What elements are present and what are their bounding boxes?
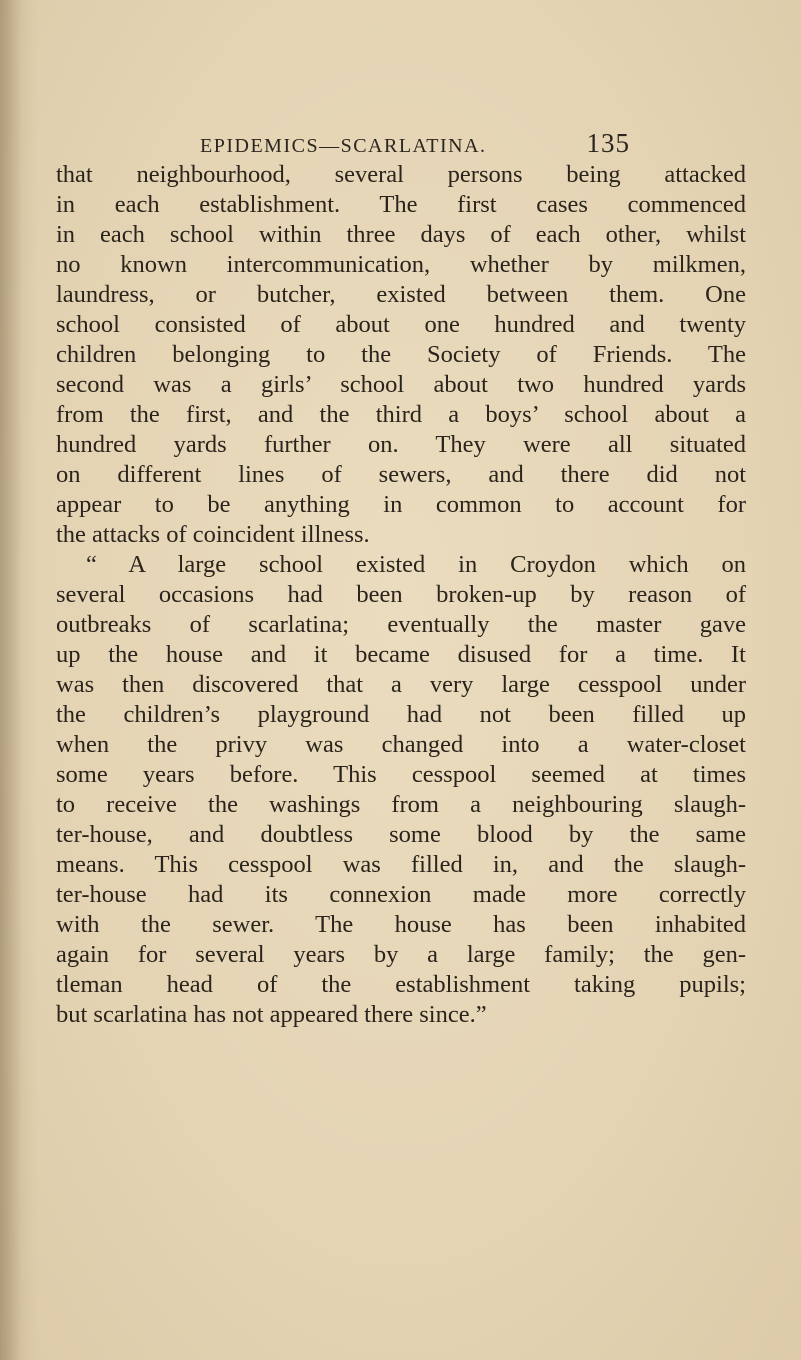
text-line: that neighbourhood, several persons being attacked [56,161,746,188]
text-line: ter-house had its connexion made more correctly [56,881,746,908]
text-line: to receive the washings from a neighbouring slaugh- [56,791,746,818]
text-line: hundred yards further on. They were all situated [56,431,746,458]
text-line: ter-house, and doubtless some blood by the same [56,821,746,848]
text-line: on different lines of sewers, and there did not [56,461,746,488]
text-line: from the first, and the third a boys’ school about a [56,401,746,428]
text-line: in each establishment. The first cases commenced [56,191,746,218]
text-line: tleman head of the establishment taking pupils; [56,971,746,998]
text-line: no known intercommunication, whether by milkmen, [56,251,746,278]
running-head-title: EPIDEMICS—SCARLATINA. [200,135,487,157]
text-line: but scarlatina has not appeared there since.” [56,1001,487,1028]
page-number: 135 [586,128,630,158]
page-edge-shadow [0,0,22,1360]
text-line: some years before. This cesspool seemed at times [56,761,746,788]
text-line: “ A large school existed in Croydon which on [86,551,746,578]
text-line: outbreaks of scarlatina; eventually the master gave [56,611,746,638]
text-line: with the sewer. The house has been inhabited [56,911,746,938]
text-line: was then discovered that a very large cesspool under [56,671,746,698]
text-line: when the privy was changed into a water-closet [56,731,746,758]
text-line: appear to be anything in common to account for [56,491,746,518]
running-head [200,128,630,159]
text-line: school consisted of about one hundred and twenty [56,311,746,338]
text-line: the children’s playground had not been filled up [56,701,746,728]
text-line: laundress, or butcher, existed between them. One [56,281,746,308]
text-line: several occasions had been broken-up by reason of [56,581,746,608]
text-line: second was a girls’ school about two hundred yards [56,371,746,398]
text-line: means. This cesspool was filled in, and the slaugh- [56,851,746,878]
text-line: in each school within three days of each other, whilst [56,221,746,248]
text-line: the attacks of coincident illness. [56,521,370,548]
text-line: up the house and it became disused for a time. It [56,641,746,668]
text-line: children belonging to the Society of Friends. The [56,341,746,368]
text-line: again for several years by a large family; the gen- [56,941,746,968]
